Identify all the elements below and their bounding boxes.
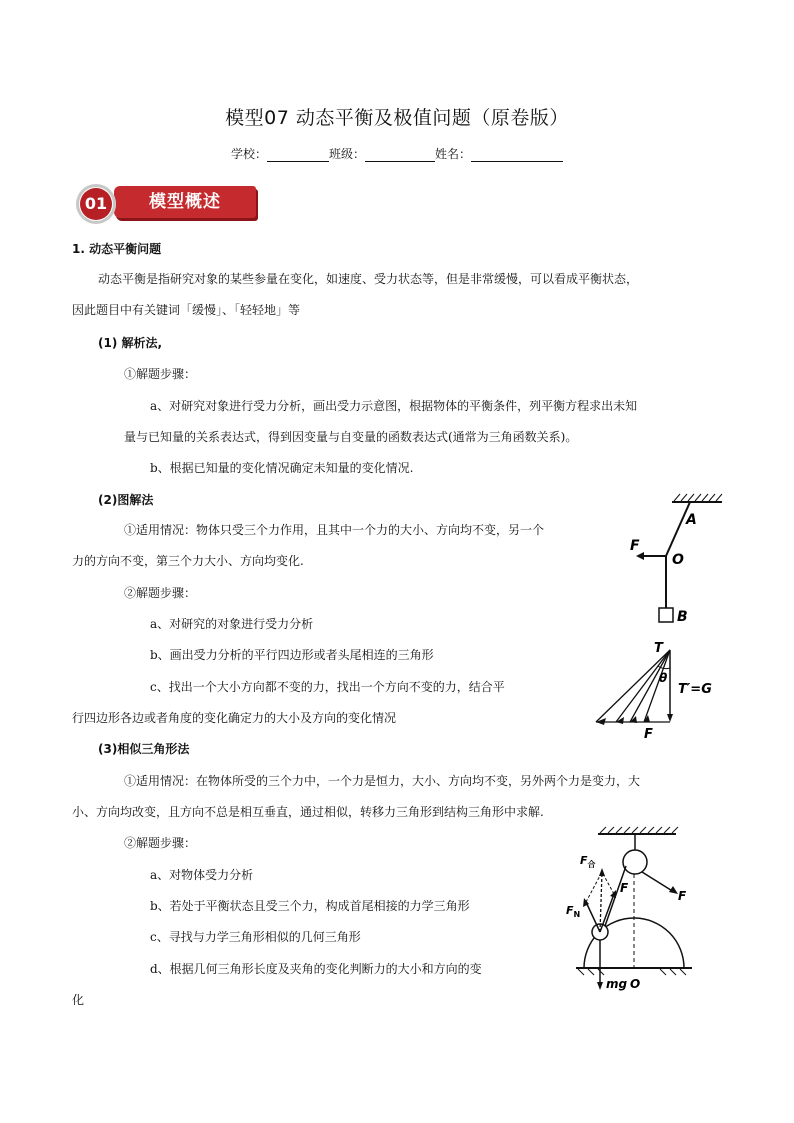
fig3-label-fhe: $F_合$ <box>580 854 596 869</box>
figure-pulley-hemisphere <box>562 826 702 996</box>
method3-steps: ②解题步骤： <box>124 836 197 850</box>
class-blank[interactable] <box>365 149 435 162</box>
school-blank[interactable] <box>267 149 329 162</box>
method3-usage-1: ①适用情况：在物体所受的三个力中，一个力是恒力，大小、方向均不变，另外两个力是变力，大 <box>124 774 641 788</box>
fig2-label-t: T <box>654 641 663 656</box>
class-label: 班级： <box>328 147 365 161</box>
fig3-label-f2: F <box>678 889 687 903</box>
method3-step-c: c、寻找与力学三角形相似的几何三角形 <box>150 930 361 944</box>
fig3-label-o: O <box>630 977 641 991</box>
figure-hanging-rope <box>628 490 728 630</box>
section-title: 模型概述 <box>114 186 256 218</box>
method2-step-c-2: 行四边形各边或者角度的变化确定力的大小及方向的变化情况 <box>72 711 397 725</box>
method2-usage-1: ①适用情况：物体只受三个力作用，且其中一个力的大小、方向均不变，另一个 <box>124 523 545 537</box>
intro-line-2: 因此题目中有关键词「缓慢」、「轻轻地」等 <box>72 303 301 317</box>
method2-step-b: b、画出受力分析的平行四边形或者头尾相连的三角形 <box>150 648 434 662</box>
method2-step-a: a、对研究的对象进行受力分析 <box>150 617 314 631</box>
intro-line-1: 动态平衡是指研究对象的某些参量在变化，如速度、受力状态等，但是非常缓慢，可以看成平衡状态， <box>98 272 639 286</box>
name-label: 姓名： <box>435 147 472 161</box>
fig3-label-mg: mg <box>606 977 628 991</box>
name-blank[interactable] <box>471 149 563 162</box>
method1-step-a-2: 量与已知量的关系表达式，得到因变量与自变量的函数表达式(通常为三角函数关系)。 <box>124 430 578 444</box>
page-title: 模型07 动态平衡及极值问题（原卷版） <box>225 107 569 129</box>
fig2-label-f: F <box>644 727 653 742</box>
fig2-label-tprime: T′=G <box>678 682 712 697</box>
fig1-label-b: B <box>677 609 688 625</box>
method2-steps: ②解题步骤： <box>124 586 197 600</box>
student-info <box>0 145 794 162</box>
method1-title: (1) 解析法, <box>98 336 163 350</box>
method3-step-d-1: d、根据几何三角形长度及夹角的变化判断力的大小和方向的变 <box>150 962 482 976</box>
method2-step-c-1: c、找出一个大小方向都不变的力，找出一个方向不变的力，结合平 <box>150 680 505 694</box>
fig1-label-a: A <box>686 512 697 528</box>
fig1-label-f: F <box>630 538 640 554</box>
method3-usage-2: 小、方向均改变，且方向不总是相互垂直，通过相似，转移力三角形到结构三角形中求解. <box>72 805 544 819</box>
method3-step-a: a、对物体受力分析 <box>150 868 254 882</box>
method1-step-b: b、根据已知量的变化情况确定未知量的变化情况. <box>150 461 414 475</box>
fig2-label-theta: θ <box>659 671 668 685</box>
method1-steps: ①解题步骤： <box>124 367 197 381</box>
method3-step-d-2: 化 <box>72 993 85 1007</box>
school-label: 学校： <box>230 147 267 161</box>
section-number-badge <box>76 184 116 224</box>
method2-usage-2: 力的方向不变，第三个力大小、方向均变化. <box>72 554 304 568</box>
method3-step-b: b、若处于平衡状态且受三个力，构成首尾相接的力学三角形 <box>150 899 470 913</box>
method3-title: (3)相似三角形法 <box>98 742 190 756</box>
section-number: 01 <box>80 188 112 220</box>
fig3-label-fn: $F_N$ <box>566 904 581 919</box>
fig1-label-o: O <box>672 552 684 568</box>
fig3-label-f: F <box>620 881 629 895</box>
heading-dynamic-balance: 1. 动态平衡问题 <box>72 242 162 256</box>
figure-force-triangle <box>590 638 720 744</box>
method2-title: (2)图解法 <box>98 493 154 507</box>
method1-step-a-1: a、对研究对象进行受力分析，画出受力示意图，根据物体的平衡条件，列平衡方程求出未知 <box>150 399 638 413</box>
